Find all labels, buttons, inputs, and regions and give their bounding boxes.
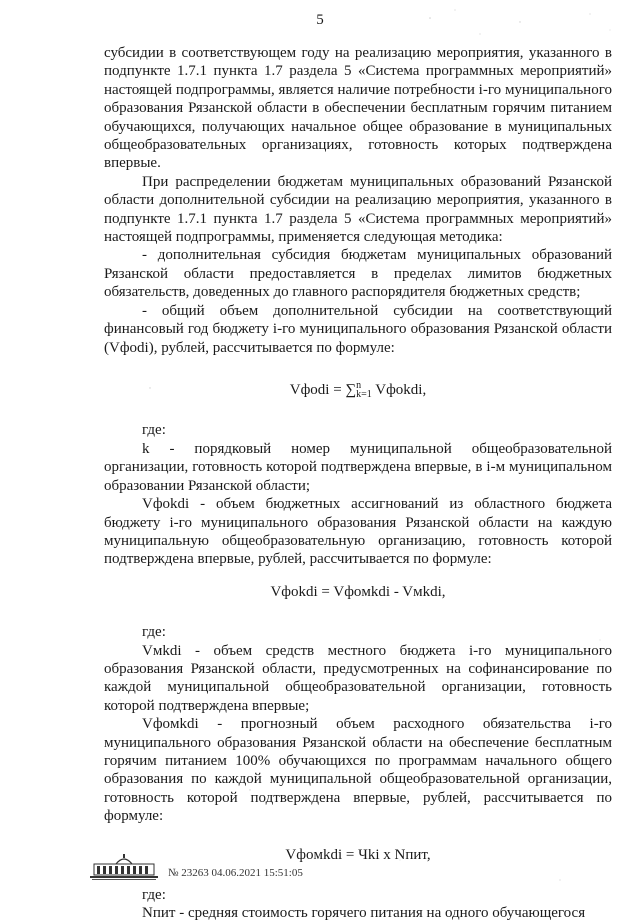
building-logo-icon — [88, 852, 160, 882]
page-number: 5 — [316, 12, 324, 28]
paragraph-vmkdi-definition: Vмkdi - объем средств местного бюджета i-го муниципального образования Рязанской области, предусмотренных на софинансирование по каждой муниципальной общеобразовательной организации, готовность которой подтверждена впервые; — [104, 642, 612, 714]
paragraph-subsidy-condition: субсидии в соответствующем году на реализацию мероприятия, указанного в подпункте 1.7.1 пункта 1.7 раздела 5 «Система программных мероприятий» настоящей подпрограммы, является наличие потребности i-го муниципального образования Рязанской области в обеспечении бесплатным горячим питанием обучающихся, получающих начальное общее образование в муниципальных общеобразовательных организациях, готовность которых подтверждена впервые. — [104, 45, 612, 172]
sum-sign: ∑ — [345, 381, 357, 398]
formula-vfomkdi: Vфoмkdi = Чki x Nпит, — [285, 846, 431, 863]
where-label: где: — [142, 624, 166, 641]
formula-total-left: Vфodi = — [289, 381, 346, 398]
paragraph-limits: - дополнительная субсидия бюджетам муниципальных образований Рязанской области предоставляется в пределах лимитов бюджетных обязательств, доведенных до главного распорядителя бюджетных средств; — [104, 247, 612, 301]
paragraph-k-definition: k - порядковый номер муниципальной общеобразовательной организации, готовность которой подтверждена впервые, в i-м муниципальном образовании Рязанской области; — [104, 440, 612, 494]
sum-lower-limit: k=1 — [356, 389, 372, 401]
registration-stamp — [88, 852, 628, 886]
formula-total-subsidy — [104, 381, 612, 400]
where-label: где: — [142, 887, 166, 903]
paragraph-total-volume: - общий объем дополнительной субсидии на соответствующий финансовый год бюджету i-го муниципального образования Рязанской области (Vфodi), рублей, рассчитывается по формуле: — [104, 302, 612, 356]
where-label: где: — [142, 422, 166, 439]
stamp-registration-text: № 23263 04.06.2021 15:51:05 — [168, 867, 303, 879]
document-body — [104, 44, 612, 923]
paragraph-npit-definition: Nпит - средняя стоимость горячего питания на одного обучающегося — [142, 905, 586, 922]
sum-upper-limit: n — [356, 380, 362, 392]
paragraph-distribution-method: При распределении бюджетам муниципальных образований Рязанской области дополнительной субсидии на реализацию мероприятия, указанного в подпункте 1.7.1 пункта 1.7 раздела 5 «Система программных мероприятий» настоящей подпрограммы, применяется следующая методика: — [104, 173, 612, 246]
paragraph-vfokdi-definition: Vфokdi - объем бюджетных ассигнований из областного бюджета бюджету i-го муниципального образования Рязанской области на каждую муниципальную общеобразовательную организацию, готовность которой подтверждена впервые, рублей, рассчитывается по формуле: — [104, 496, 612, 568]
paragraph-vfomkdi-definition: Vфoмkdi - прогнозный объем расходного обязательства i-го муниципального образования Рязанской области на обеспечение бесплатным горячим питанием 100% обучающихся по программам начального общего образования по каждой муниципальной общеобразовательной организации, готовность которой подтверждена впервые, рублей, рассчитывается по формуле: — [104, 716, 612, 825]
formula-vfokdi: Vфokdi = Vфoмkdi - Vмkdi, — [270, 583, 446, 600]
formula-total-right: Vфokdi, — [371, 381, 427, 398]
